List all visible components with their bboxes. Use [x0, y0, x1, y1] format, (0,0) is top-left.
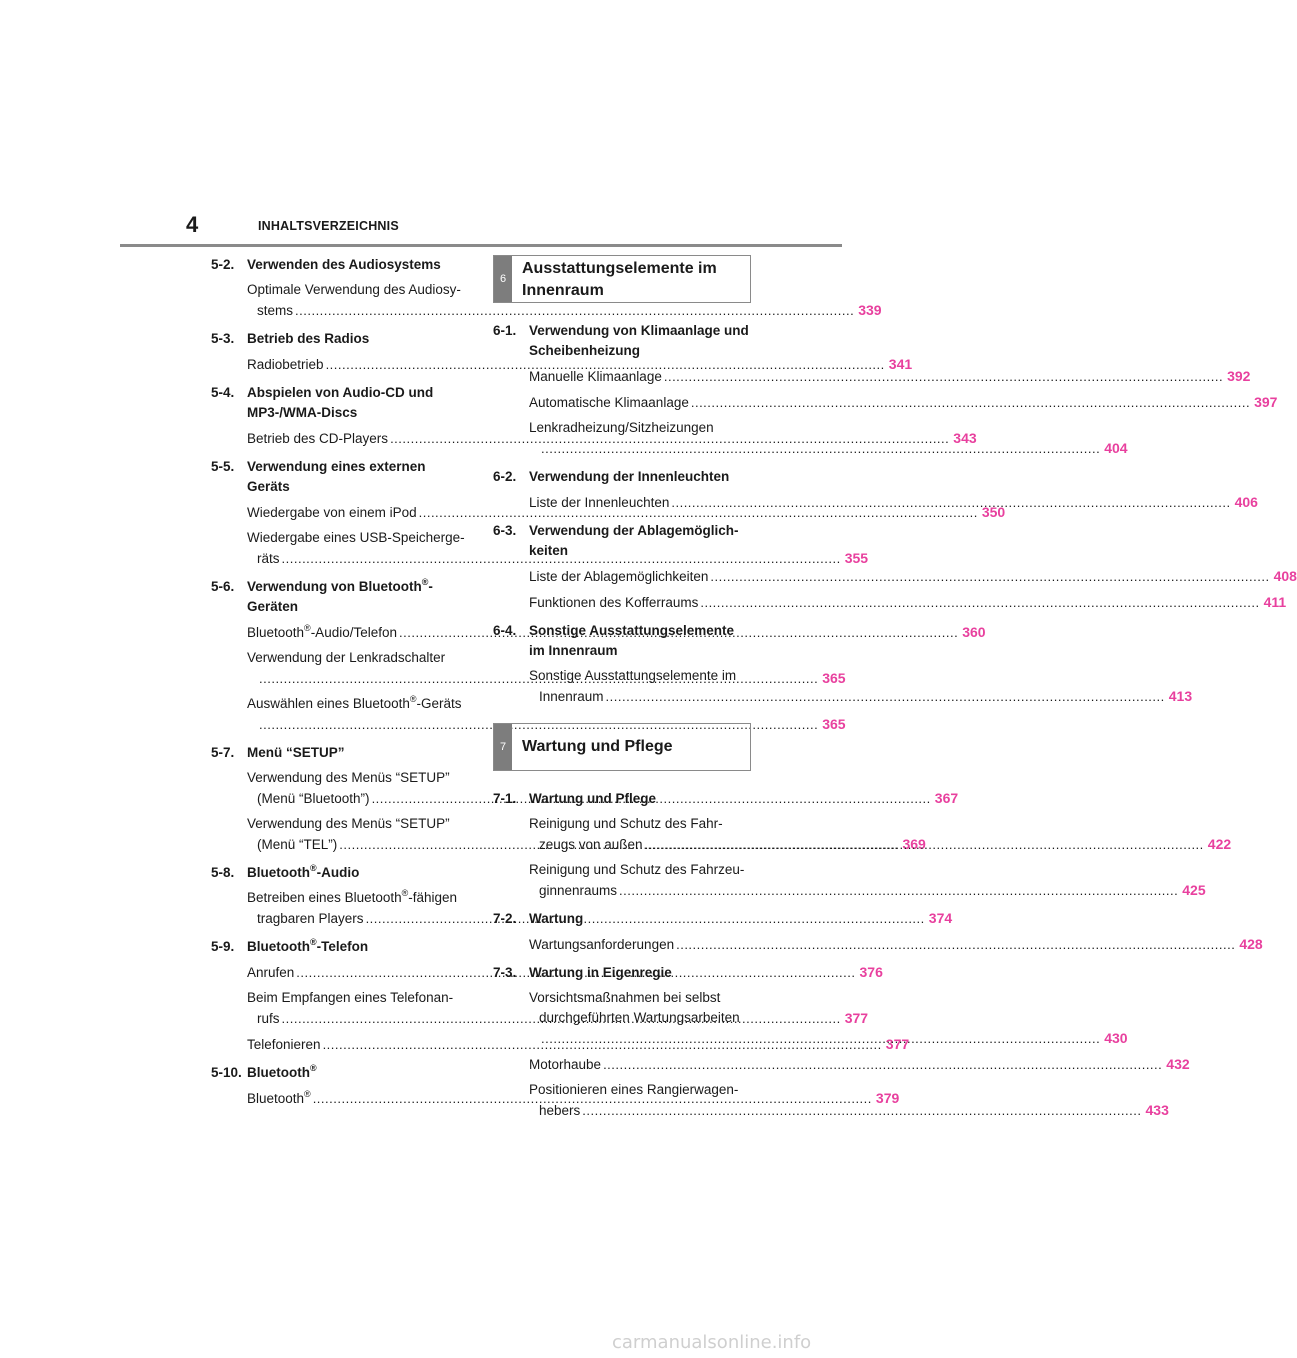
toc-entry[interactable] — [529, 366, 1251, 387]
entry-title: Manuelle Klimaanlage — [529, 369, 662, 384]
page-link[interactable]: 355 — [844, 550, 869, 566]
entry-title-cont: Innenraum — [539, 689, 604, 704]
section-number: 6-3. — [493, 523, 517, 538]
section-number: 5-3. — [211, 331, 235, 346]
entry-title: Bluetooth®-Audio/Telefon — [247, 623, 397, 640]
toc-section-heading — [493, 521, 751, 561]
section-number: 5-5. — [211, 459, 235, 474]
section-title: Abspielen von Audio-CD und MP3-/WMA-Discs — [247, 385, 434, 420]
page-link[interactable]: 376 — [859, 964, 883, 980]
toc-section-heading — [211, 743, 467, 763]
toc-entry[interactable] — [529, 566, 1297, 587]
chapter-title: Ausstattungselemente im Innenraum — [522, 260, 717, 299]
section-title: Verwendung eines externen Geräts — [247, 459, 426, 494]
section-number: 6-1. — [493, 323, 517, 338]
section-number: 5-2. — [211, 257, 235, 272]
toc-section-heading — [211, 383, 467, 423]
dot-leader — [710, 567, 1269, 587]
toc-section-heading — [493, 789, 751, 809]
section-title: Bluetooth®-Telefon — [247, 937, 369, 954]
dot-leader — [700, 593, 1259, 613]
section-title: Verwendung von Klimaanlage und Scheibenheizung — [529, 323, 749, 358]
entry-title: Verwendung des Menüs “SETUP” — [247, 770, 450, 785]
toc-entry[interactable] — [247, 354, 913, 375]
dot-leader — [645, 837, 1204, 852]
dot-leader — [606, 689, 1165, 704]
toc-section-heading — [493, 321, 751, 361]
section-number: 7-2. — [493, 911, 517, 926]
toc-entry[interactable] — [247, 428, 977, 449]
section-number: 5-6. — [211, 579, 235, 594]
toc-entry[interactable] — [529, 1054, 1190, 1075]
page-link[interactable]: 413 — [1168, 688, 1193, 704]
entry-title-cont: tragbaren Players — [257, 911, 364, 926]
entry-title: Betreiben eines Bluetooth®-fähigen — [247, 888, 458, 905]
page-link[interactable]: 422 — [1207, 836, 1232, 852]
dot-leader — [603, 1055, 1162, 1075]
toc-section-heading — [211, 1063, 467, 1083]
page-link[interactable]: 365 — [822, 670, 846, 686]
section-title: Bluetooth®-Audio — [247, 863, 360, 880]
chapter-header-box — [493, 255, 751, 303]
watermark-text: carmanualsonline.info — [612, 1332, 812, 1353]
toc-section-heading — [493, 963, 751, 983]
entry-title: Automatische Klimaanlage — [529, 395, 689, 410]
entry-title: Radiobetrieb — [247, 357, 324, 372]
section-number: 7-1. — [493, 791, 517, 806]
chapter-tab: 7 — [494, 724, 512, 770]
entry-title-cont: durchgeführten Wartungsarbeiten — [539, 1010, 740, 1025]
page-link[interactable]: 430 — [1104, 1030, 1128, 1046]
page-link[interactable]: 377 — [885, 1036, 910, 1052]
page-link[interactable]: 365 — [822, 716, 846, 732]
section-number: 6-2. — [493, 469, 517, 484]
entry-title: Auswählen eines Bluetooth®-Geräts — [247, 694, 462, 711]
chapter-tab: 6 — [494, 256, 512, 302]
entry-title: Beim Empfangen eines Telefonan- — [247, 990, 454, 1005]
section-title: Bluetooth® — [247, 1063, 317, 1080]
section-title: Verwendung von Bluetooth®-Geräten — [247, 577, 433, 614]
entry-title: Wartungsanforderungen — [529, 937, 675, 952]
section-title: Menü “SETUP” — [247, 745, 345, 760]
page-link[interactable]: 404 — [1104, 440, 1128, 456]
page-link[interactable]: 339 — [858, 302, 882, 318]
section-number: 5-9. — [211, 939, 235, 954]
entry-title: Liste der Ablagemöglichkeiten — [529, 569, 709, 584]
entry-title: Betrieb des CD-Players — [247, 431, 389, 446]
section-title: Sonstige Ausstattungselemente im Innenraum — [529, 623, 735, 658]
entry-title-cont: (Menü “Bluetooth”) — [257, 791, 370, 806]
section-title: Verwenden des Audiosystems — [247, 257, 441, 272]
toc-section-heading — [211, 457, 467, 497]
dot-leader — [691, 393, 1250, 413]
toc-section-heading — [211, 577, 467, 617]
page-link[interactable]: 433 — [1145, 1102, 1169, 1118]
toc-section-heading — [493, 467, 751, 487]
entry-title: Anrufen — [247, 965, 295, 980]
page-link[interactable]: 397 — [1254, 394, 1278, 410]
section-number: 5-4. — [211, 385, 235, 400]
toc-section-heading — [211, 863, 467, 883]
page-link[interactable]: 360 — [962, 624, 986, 640]
section-number: 7-3. — [493, 965, 517, 980]
chapter-title: Wartung und Pflege — [522, 738, 673, 755]
dot-leader — [541, 1031, 1100, 1046]
toc-entry[interactable] — [529, 592, 1287, 613]
toc-entry[interactable] — [529, 392, 1278, 413]
toc-section-heading — [211, 255, 467, 275]
section-title: Betrieb des Radios — [247, 331, 370, 346]
entry-title: Verwendung des Menüs “SETUP” — [247, 816, 450, 831]
page-link[interactable]: 369 — [902, 836, 926, 852]
page-link[interactable]: 367 — [934, 790, 959, 806]
page-link[interactable]: 411 — [1263, 594, 1287, 610]
toc-entry[interactable] — [529, 934, 1263, 955]
page-link[interactable]: 343 — [953, 430, 977, 446]
dot-leader — [664, 367, 1223, 387]
toc-entry[interactable] — [529, 860, 1206, 901]
toc-section-heading — [493, 909, 751, 929]
section-title: Verwendung der Ablagemöglich-keiten — [529, 523, 739, 558]
toc-entry[interactable] — [247, 280, 882, 321]
page-link[interactable]: 350 — [981, 504, 1006, 520]
page-link[interactable]: 392 — [1227, 368, 1251, 384]
chapter-header-box — [493, 723, 751, 771]
entry-title: Wiedergabe eines USB-Speicherge- — [247, 530, 465, 545]
entry-title: Funktionen des Kofferraums — [529, 595, 699, 610]
entry-title: Liste der Innenleuchten — [529, 495, 670, 510]
running-header-title: INHALTSVERZEICHNIS — [258, 219, 399, 233]
section-title: Wartung und Pflege — [529, 791, 656, 806]
page-link[interactable]: 432 — [1166, 1056, 1190, 1072]
section-title: Wartung in Eigenregie — [529, 965, 672, 980]
entry-title-cont: (Menü “TEL”) — [257, 837, 338, 852]
entry-title: Positionieren eines Rangierwagen- — [529, 1082, 739, 1097]
entry-title-cont: hebers — [539, 1103, 581, 1118]
entry-title: Vorsichtsmaßnahmen bei selbst — [529, 990, 721, 1005]
entry-title: Reinigung und Schutz des Fahrzeu- — [529, 862, 745, 877]
dot-leader — [619, 883, 1178, 898]
page-link[interactable]: 377 — [844, 1010, 869, 1026]
section-number: 5-10. — [211, 1065, 242, 1080]
entry-title: Reinigung und Schutz des Fahr- — [529, 816, 723, 831]
entry-title-cont: rufs — [257, 1011, 280, 1026]
toc-section-heading — [493, 621, 751, 661]
page-link[interactable]: 379 — [875, 1090, 900, 1106]
section-number: 5-8. — [211, 865, 235, 880]
page-link[interactable]: 425 — [1182, 882, 1206, 898]
dot-leader — [582, 1103, 1141, 1118]
entry-title: Optimale Verwendung des Audiosy- — [247, 282, 461, 297]
section-number: 5-7. — [211, 745, 235, 760]
entry-title: Telefonieren — [247, 1037, 321, 1052]
entry-title: Motorhaube — [529, 1057, 602, 1072]
entry-title-cont: räts — [257, 551, 280, 566]
dot-leader — [671, 493, 1230, 513]
section-title: Wartung — [529, 911, 584, 926]
section-title: Verwendung der Innenleuchten — [529, 469, 730, 484]
entry-title: Wiedergabe von einem iPod — [247, 505, 417, 520]
dot-leader — [676, 935, 1235, 955]
header-rule — [120, 244, 842, 247]
entry-title: Verwendung der Lenkradschalter — [247, 650, 446, 665]
entry-title: Lenkradheizung/Sitzheizungen — [529, 420, 714, 435]
entry-title: Bluetooth® — [247, 1089, 311, 1106]
page-link[interactable]: 406 — [1234, 494, 1258, 510]
page-number: 4 — [186, 212, 199, 237]
entry-title-cont: stems — [257, 303, 294, 318]
toc-entry[interactable] — [247, 1034, 910, 1055]
toc-section-heading — [211, 937, 467, 957]
page-link[interactable]: 428 — [1239, 936, 1263, 952]
entry-title: Sonstige Ausstattungselemente im — [529, 668, 737, 683]
entry-title-cont: zeugs von außen — [539, 837, 643, 852]
page-link[interactable]: 408 — [1273, 568, 1297, 584]
toc-section-heading — [211, 329, 467, 349]
dot-leader — [541, 441, 1100, 456]
entry-title-cont: ginnenraums — [539, 883, 618, 898]
section-number: 6-4. — [493, 623, 517, 638]
page-link[interactable]: 341 — [888, 356, 913, 372]
page-link[interactable]: 374 — [928, 910, 953, 926]
